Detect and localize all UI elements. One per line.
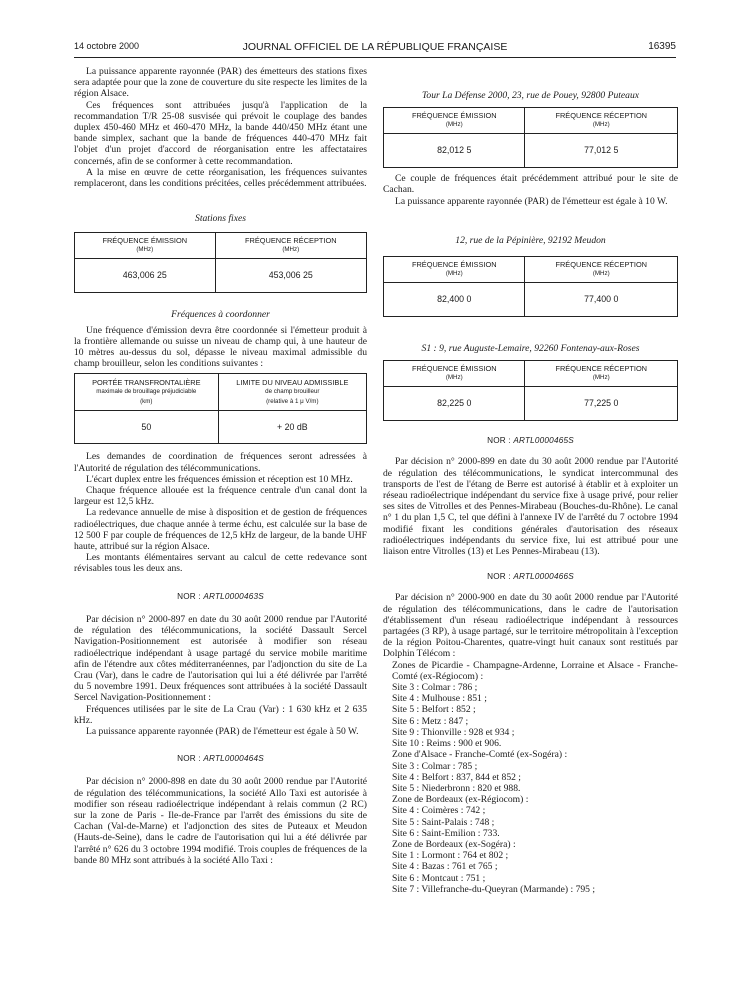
- table-cell: 82,012 5: [384, 134, 525, 168]
- paragraph: Par décision n° 2000-899 en date du 30 août 2000 rendue par l'Autorité de régulation des télécommunications, le syndicat intercommunal des transports de l'est de l'étang de Berre est autorisé à établir et à exploiter un réseau radioélectrique indépendant du service fixe à usage privé, pour relier ses sites de Vitrolles et des Pennes-Mirabeau (Bouches-du-Rhône). Le canal n° 1 du plan 1,5 C, tel que défini à l'annexe IV de l'arrêté du 7 octobre 1994 modifié fixant les conditions générales d'autorisation des réseaux radioélectriques indépendants du service fixe, lui est attribué pour une liaison entre Vitrolles (13) et Les Pennes-Mirabeau (13).: [383, 456, 678, 558]
- table-header-cell: FRÉQUENCE RÉCEPTION (MHz): [525, 361, 678, 387]
- site-title: 12, rue de la Pépinière, 92192 Meudon: [455, 234, 606, 246]
- list-item: Site 6 : Metz : 847 ;: [392, 715, 469, 727]
- list-item: Site 7 : Villefranche-du-Queyran (Marmande) : 795 ;: [392, 883, 596, 895]
- list-item: Site 3 : Colmar : 786 ;: [392, 682, 478, 694]
- nor-reference: NOR : ARTL0000464S: [177, 754, 264, 764]
- table-cell: 77,400 0: [525, 283, 678, 317]
- zone-heading: Zone d'Alsace - Franche-Comté (ex-Sogéra) :: [392, 749, 568, 761]
- nor-reference: NOR : ARTL0000463S: [177, 591, 264, 601]
- paragraph: Par décision n° 2000-900 en date du 30 août 2000 rendue par l'Autorité de régulation des télécommunications, dans le cadre de l'autorisation d'établissement d'un réseau radioélectrique indépendant à ressources partagées (3 RP), à usage partagé, sur le territoire métropolitain à l'exception de la région Poitou-Charentes, quatre-vingt huit canaux sont restitués par Dolphin Télécom :: [383, 592, 678, 660]
- table-cell: 77,012 5: [525, 134, 678, 168]
- paragraph: La redevance annuelle de mise à disposition et de gestion de fréquences radioélectriques, due chaque année à terme échu, est calculée sur la base de 12 500 F par couple de fréquences de 12,5 kHz de largeur, de la bande UHF haute, attribué sur la région Alsace.: [74, 507, 367, 553]
- table-header-cell: LIMITE DU NIVEAU ADMISSIBLE de champ brouilleur (relative à 1 μ V/m): [218, 374, 366, 411]
- coordination-table: [74, 373, 367, 444]
- table-header-cell: FRÉQUENCE RÉCEPTION (MHz): [215, 233, 366, 259]
- table-cell: 77,225 0: [525, 387, 678, 421]
- table-cell: + 20 dB: [218, 411, 366, 444]
- list-item: Site 1 : Lormont : 764 et 802 ;: [392, 850, 509, 862]
- frequency-table: [74, 232, 367, 293]
- list-item: Site 4 : Mulhouse : 851 ;: [392, 693, 487, 705]
- list-item: Site 3 : Colmar : 785 ;: [392, 760, 478, 772]
- list-item: Site 6 : Saint-Emilion : 733.: [392, 827, 500, 839]
- nor-reference: NOR : ARTL0000466S: [487, 572, 574, 582]
- zone-heading: Zone de Bordeaux (ex-Régiocom) :: [392, 794, 529, 806]
- table-cell: 50: [75, 411, 219, 444]
- list-item: Site 6 : Montcaut : 751 ;: [392, 872, 486, 884]
- nor-reference: NOR : ARTL0000465S: [487, 436, 574, 446]
- header-journal-title: JOURNAL OFFICIEL DE LA RÉPUBLIQUE FRANÇAISE: [242, 41, 508, 53]
- table-cell: 82,225 0: [384, 387, 525, 421]
- paragraph: Ce couple de fréquences était précédemment attribué pour le site de Cachan.: [383, 173, 678, 196]
- list-item: Site 4 : Coimères : 742 ;: [392, 805, 486, 817]
- paragraph: Par décision n° 2000-897 en date du 30 août 2000 rendue par l'Autorité de régulation des télécommunications, la société Dassault Sercel Navigation-Positionnement est autorisée à modifier son réseau radioélectrique indépendant à usage partagé du service mobile maritime afin de l'étendre aux côtes méditerranéennes, par l'adjonction du site de La Crau (Var), dans le cadre de l'autorisation qui lui a été délivrée par l'arrêté du 5 novembre 1991. Deux fréquences sont attribuées à la société Dassault Sercel Navigation-Positionnement :: [74, 613, 367, 704]
- table-cell: 82,400 0: [384, 283, 525, 317]
- paragraph: Une fréquence d'émission devra être coordonnée si l'émetteur produit à la frontière allemande ou suisse un niveau de champ qui, à une hauteur de 10 mètres au-dessus du sol, dépasse le niveau maximal admissible du champ brouilleur, selon les conditions suivantes :: [74, 324, 367, 370]
- header-date: 14 octobre 2000: [74, 41, 140, 51]
- table-header-cell: FRÉQUENCE ÉMISSION (MHz): [384, 361, 525, 387]
- paragraph: La puissance apparente rayonnée (PAR) de l'émetteur est égale à 50 W.: [86, 725, 359, 737]
- table-header-cell: FRÉQUENCE ÉMISSION (MHz): [75, 233, 216, 259]
- list-item: Site 5 : Niederbronn : 820 et 988.: [392, 782, 521, 794]
- list-item: Site 4 : Bazas : 761 et 765 ;: [392, 861, 498, 873]
- section-title: Fréquences à coordonner: [171, 309, 270, 321]
- table-cell: 453,006 25: [215, 259, 366, 293]
- page-header: [74, 41, 676, 55]
- paragraph: La puissance apparente rayonnée (PAR) de l'émetteur est égale à 10 W.: [395, 195, 668, 207]
- list-item: Site 10 : Reims : 900 et 906.: [392, 738, 502, 750]
- table-header-cell: FRÉQUENCE ÉMISSION (MHz): [384, 108, 525, 134]
- paragraph: Fréquences utilisées par le site de La Crau (Var) : 1 630 kHz et 2 635 kHz.: [74, 703, 367, 726]
- paragraph: Ces fréquences sont attribuées jusqu'à l'application de la recommandation T/R 25-08 susvisée qui prévoit le couplage des bandes duplex 450-460 MHz et 460-470 MHz, la bande 440/450 MHz étant une bande simplex, sachant que la bande de fréquences 440-470 MHz fait l'objet d'un projet d'accord de réorganisation entre les affectataires concernés, afin de se conformer à cette recommandation.: [74, 99, 367, 167]
- site-title: Tour La Défense 2000, 23, rue de Pouey, 92800 Puteaux: [421, 90, 640, 101]
- paragraph: Les montants élémentaires servant au calcul de cette redevance sont révisables tous les deux ans.: [74, 552, 367, 575]
- frequency-table: [383, 107, 678, 168]
- table-header-cell: FRÉQUENCE RÉCEPTION (MHz): [525, 257, 678, 283]
- list-item: Site 9 : Thionville : 928 et 934 ;: [392, 726, 515, 738]
- frequency-table: [383, 256, 678, 317]
- paragraph: Les demandes de coordination de fréquences seront adressées à l'Autorité de régulation des télécommunications.: [74, 451, 367, 474]
- zone-heading: Zone de Bordeaux (ex-Sogéra) :: [392, 838, 516, 850]
- paragraph: A la mise en œuvre de cette réorganisation, les fréquences suivantes remplaceront, dans les conditions précitées, celles précédemment attribuées.: [74, 166, 367, 190]
- list-item: Site 5 : Saint-Palais : 748 ;: [392, 816, 495, 828]
- header-page-number: 16395: [648, 41, 676, 52]
- section-title: Stations fixes: [195, 213, 246, 225]
- paragraph: Chaque fréquence allouée est la fréquence centrale d'un canal dont la largeur est 12,5 kHz.: [74, 485, 367, 508]
- site-title: S1 : 9, rue Auguste-Lemaire, 92260 Fontenay-aux-Roses: [421, 343, 640, 355]
- list-item: Site 5 : Belfort : 852 ;: [392, 704, 476, 716]
- table-header-cell: FRÉQUENCE ÉMISSION (MHz): [384, 257, 525, 283]
- header-rule: [74, 57, 676, 58]
- list-item: Site 4 : Belfort : 837, 844 et 852 ;: [392, 771, 521, 783]
- right-column: [383, 66, 678, 895]
- paragraph: La puissance apparente rayonnée (PAR) des émetteurs des stations fixes sera adaptée pour que la zone de couverture du site respecte les limites de la région Alsace.: [74, 66, 367, 100]
- zone-heading: Zones de Picardie - Champagne-Ardenne, Lorraine et Alsace - Franche-Comté (ex-Régiocom) :: [392, 659, 678, 682]
- site-list: [383, 660, 678, 895]
- paragraph: L'écart duplex entre les fréquences émission et réception est 10 MHz.: [86, 473, 353, 485]
- table-header-cell: FRÉQUENCE RÉCEPTION (MHz): [525, 108, 678, 134]
- table-cell: 463,006 25: [75, 259, 216, 293]
- table-header-cell: PORTÉE TRANSFRONTALIÈRE maximale de brouillage préjudiciable (km): [75, 374, 219, 411]
- frequency-table: [383, 360, 678, 421]
- left-column: [74, 66, 367, 866]
- paragraph: Par décision n° 2000-898 en date du 30 août 2000 rendue par l'Autorité de régulation des télécommunications, la société Allo Taxi est autorisée à modifier son réseau radioélectrique indépendant à relais commun (2 RC) sur la zone de Paris - Ile-de-France par l'arrêt des émissions du site de Cachan (Val-de-Marne) et l'adjonction des sites de Puteaux et Meudon (Hauts-de-Seine), dans le cadre de l'autorisation qui lui a été délivrée par l'arrêté n° 626 du 3 octobre 1994 modifié. Trois couples de fréquences de la bande 80 MHz sont attribués à la société Allo Taxi :: [74, 776, 367, 866]
